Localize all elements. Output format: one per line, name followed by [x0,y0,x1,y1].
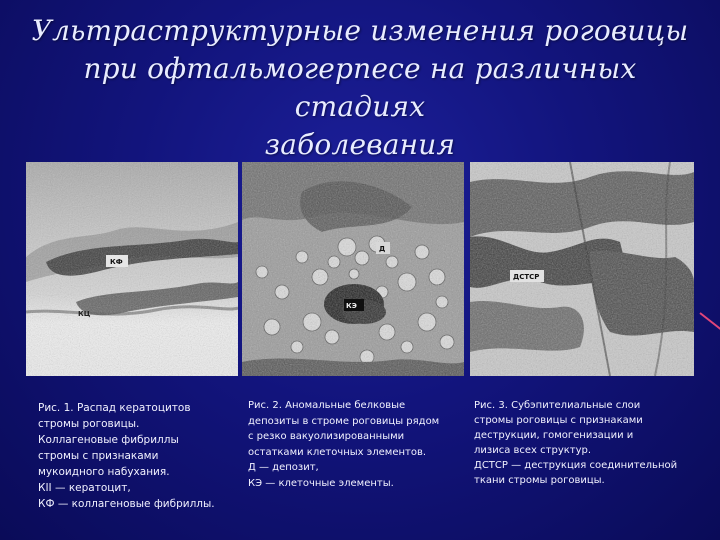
caption-line: КII — кератоцит, [38,482,131,494]
decorative-line [699,312,720,331]
caption-line: деструкции, гомогенизации и [474,430,634,441]
title-line-1: Ультраструктурные изменения роговицы [31,14,689,47]
caption-line: ДСТСР — деструкция соединительной [474,460,678,471]
caption-line: стромы роговицы. [38,418,140,430]
label-d: Д [379,245,386,253]
caption-line: с резко вакуолизированными [248,431,405,442]
caption-line: депозиты в строме роговицы рядом [248,415,440,427]
caption-figure-2 [248,398,464,491]
slide-title [20,12,700,164]
caption-line: Рис. 1. Распад кератоцитов [38,402,191,414]
micrograph-1 [26,162,238,376]
title-line-2: при офтальмогерпесе на различных стадиях [83,52,637,123]
label-dstsr: ДСТСР [513,273,540,281]
label-kc: КЦ [78,310,91,318]
caption-line: ткани стромы роговицы. [474,475,605,486]
caption-line: КФ — коллагеновые фибриллы. [38,498,215,510]
caption-figure-1 [38,400,238,512]
caption-line: Рис. 2. Аномальные белковые [248,400,406,411]
label-ke: КЭ [346,302,357,310]
caption-line: КЭ — клеточные элементы. [248,477,394,489]
caption-line: стромы роговицы с признаками [474,415,643,426]
caption-figure-3 [474,398,690,488]
caption-line: Коллагеновые фибриллы [38,434,179,446]
caption-line: остатками клеточных элементов. [248,446,427,458]
caption-line: Д — депозит, [248,462,319,473]
micrograph-3 [470,162,694,376]
caption-line: лизиса всех структур. [474,445,592,456]
caption-line: Рис. 3. Субэпителиальные слои [474,400,641,411]
label-kf: КФ [110,258,123,266]
title-line-3: заболевания [264,128,456,161]
caption-line: стромы с признаками [38,450,159,462]
micrograph-2 [242,162,464,376]
caption-line: мукоидного набухания. [38,466,170,478]
